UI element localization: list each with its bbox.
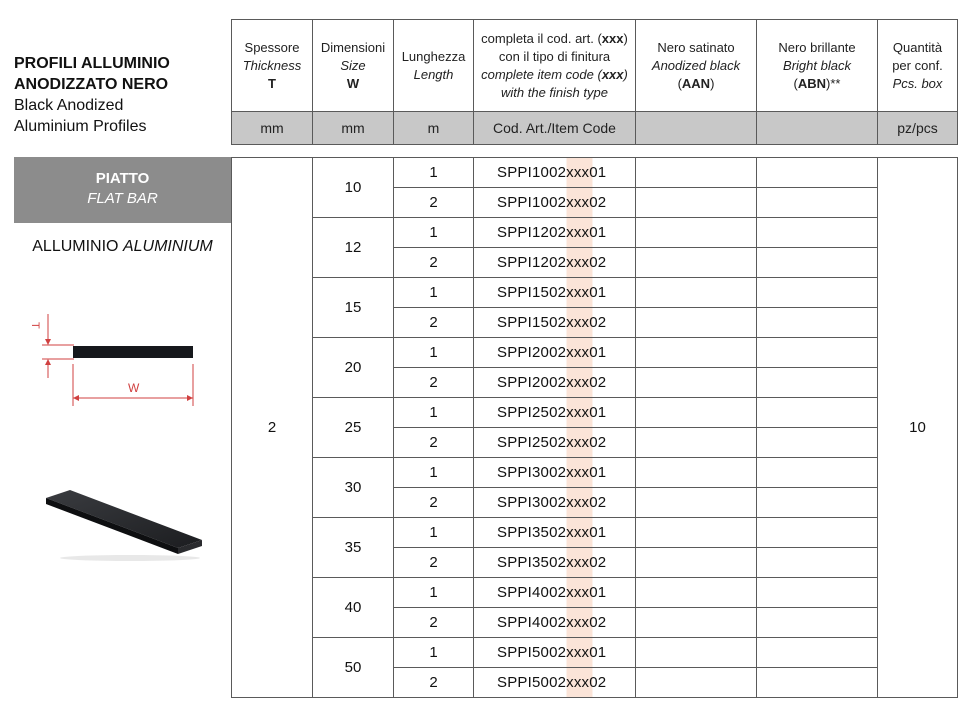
item-code-cell: SPPI5002xxx01 [474,638,636,668]
item-code-cell: SPPI1502xxx02 [474,308,636,338]
aan-cell [636,608,757,638]
length-cell: 2 [394,488,474,518]
length-cell: 1 [394,218,474,248]
length-cell: 2 [394,308,474,338]
aan-cell [636,338,757,368]
thickness-cell: 2 [232,158,313,698]
material-en: ALUMINIUM [122,238,213,255]
unit-aan [636,112,757,145]
size-cell: 50 [313,638,394,698]
length-cell: 2 [394,608,474,638]
item-code-cell: SPPI3002xxx01 [474,458,636,488]
aan-cell [636,458,757,488]
length-cell: 2 [394,368,474,398]
length-cell: 1 [394,458,474,488]
table-row [232,518,958,548]
aan-cell [636,398,757,428]
item-code-cell: SPPI4002xxx02 [474,608,636,638]
aan-cell [636,488,757,518]
header-qty [878,20,958,112]
table-row [232,218,958,248]
header-aan-it: Nero satinato [657,39,735,55]
header-length-it: Lunghezza [401,48,466,64]
size-cell: 40 [313,578,394,638]
abn-cell [757,308,878,338]
size-cell: 15 [313,278,394,338]
item-code-cell: SPPI2502xxx02 [474,428,636,458]
item-code-cell: SPPI2502xxx01 [474,398,636,428]
header-size [313,20,394,112]
header-code [474,20,636,112]
table-row [232,338,958,368]
item-code-cell: SPPI5002xxx02 [474,668,636,698]
item-code-cell: SPPI2002xxx01 [474,338,636,368]
abn-cell [757,338,878,368]
length-cell: 2 [394,548,474,578]
abn-cell [757,608,878,638]
length-cell: 1 [394,398,474,428]
table-row [232,638,958,668]
title-line-1: PROFILI ALLUMINIO [14,55,170,72]
length-cell: 1 [394,638,474,668]
item-code-cell: SPPI3502xxx02 [474,548,636,578]
page-title [14,53,224,137]
unit-qty: pz/pcs [878,112,958,145]
abn-cell [757,638,878,668]
title-line-4: Aluminium Profiles [14,118,147,135]
item-code-cell: SPPI1002xxx02 [474,188,636,218]
table-row [232,578,958,608]
abn-cell [757,368,878,398]
item-code-cell: SPPI1002xxx01 [474,158,636,188]
product-table [231,157,958,698]
unit-thickness: mm [232,112,313,145]
abn-cell [757,248,878,278]
length-cell: 1 [394,338,474,368]
unit-abn [757,112,878,145]
size-cell: 25 [313,398,394,458]
header-aan [636,20,757,112]
header-abn [757,20,878,112]
header-abn-it: Nero brillante [778,39,856,55]
item-code-cell: SPPI2002xxx02 [474,368,636,398]
unit-size: mm [313,112,394,145]
length-cell: 2 [394,188,474,218]
aan-cell [636,638,757,668]
title-line-3: Black Anodized [14,97,124,114]
item-code-cell: SPPI3502xxx01 [474,518,636,548]
qty-cell: 10 [878,158,958,698]
item-code-cell: SPPI3002xxx02 [474,488,636,518]
header-length-en: Length [413,66,454,82]
abn-cell [757,518,878,548]
header-length [394,20,474,112]
item-code-cell: SPPI1202xxx01 [474,218,636,248]
material-it: ALLUMINIO [32,238,119,255]
header-abn-en: Bright black [783,57,851,73]
abn-cell [757,578,878,608]
unit-code: Cod. Art./Item Code [474,112,636,145]
aan-cell [636,428,757,458]
header-aan-code: (AAN) [677,75,715,91]
abn-cell [757,188,878,218]
abn-cell [757,428,878,458]
length-cell: 1 [394,278,474,308]
size-cell: 30 [313,458,394,518]
length-cell: 2 [394,668,474,698]
header-code-it-2: con il tipo di finitura [498,48,611,64]
table-row [232,458,958,488]
aan-cell [636,668,757,698]
abn-cell [757,158,878,188]
header-code-en-2: with the finish type [501,84,608,100]
size-cell: 35 [313,518,394,578]
table-row [232,398,958,428]
header-table [231,19,958,145]
cross-section-diagram [28,314,208,414]
unit-length: m [394,112,474,145]
abn-cell [757,278,878,308]
aan-cell [636,188,757,218]
header-qty-en: Pcs. box [892,75,943,91]
header-thickness-en: Thickness [242,57,302,73]
aan-cell [636,578,757,608]
length-cell: 1 [394,158,474,188]
header-thickness-it: Spessore [244,39,300,55]
aan-cell [636,218,757,248]
length-cell: 2 [394,248,474,278]
w-label: W [128,381,140,395]
title-line-2: ANODIZZATO NERO [14,76,169,93]
header-thickness [232,20,313,112]
header-qty-it1: Quantità [892,39,943,55]
table-row [232,158,958,188]
aan-cell [636,518,757,548]
profile-section [73,346,193,358]
length-cell: 2 [394,428,474,458]
aan-cell [636,368,757,398]
flat-bar-3d-icon [40,488,210,563]
abn-cell [757,218,878,248]
aan-cell [636,248,757,278]
abn-cell [757,548,878,578]
size-cell: 10 [313,158,394,218]
size-cell: 20 [313,338,394,398]
item-code-cell: SPPI4002xxx01 [474,578,636,608]
item-code-cell: SPPI1502xxx01 [474,278,636,308]
t-label: T [29,322,41,329]
section-label-en: FLAT BAR [87,190,158,207]
abn-cell [757,398,878,428]
length-cell: 1 [394,578,474,608]
abn-cell [757,458,878,488]
section-label: PIATTO [95,170,150,187]
header-code-it: completa il cod. art. (xxx) [481,30,628,46]
item-code-cell: SPPI1202xxx02 [474,248,636,278]
aan-cell [636,278,757,308]
header-qty-it2: per conf. [892,57,943,73]
header-size-sym: W [346,75,360,91]
aan-cell [636,548,757,578]
table-row [232,278,958,308]
header-thickness-sym: T [268,75,276,91]
header-size-en: Size [340,57,366,73]
header-code-en: complete item code (xxx) [481,66,628,82]
material-label [14,238,231,256]
aan-cell [636,308,757,338]
aan-cell [636,158,757,188]
size-cell: 12 [313,218,394,278]
header-size-it: Dimensioni [320,39,386,55]
length-cell: 1 [394,518,474,548]
section-label-box [14,157,231,223]
header-abn-code: (ABN)** [793,75,841,91]
abn-cell [757,668,878,698]
header-aan-en: Anodized black [651,57,741,73]
abn-cell [757,488,878,518]
